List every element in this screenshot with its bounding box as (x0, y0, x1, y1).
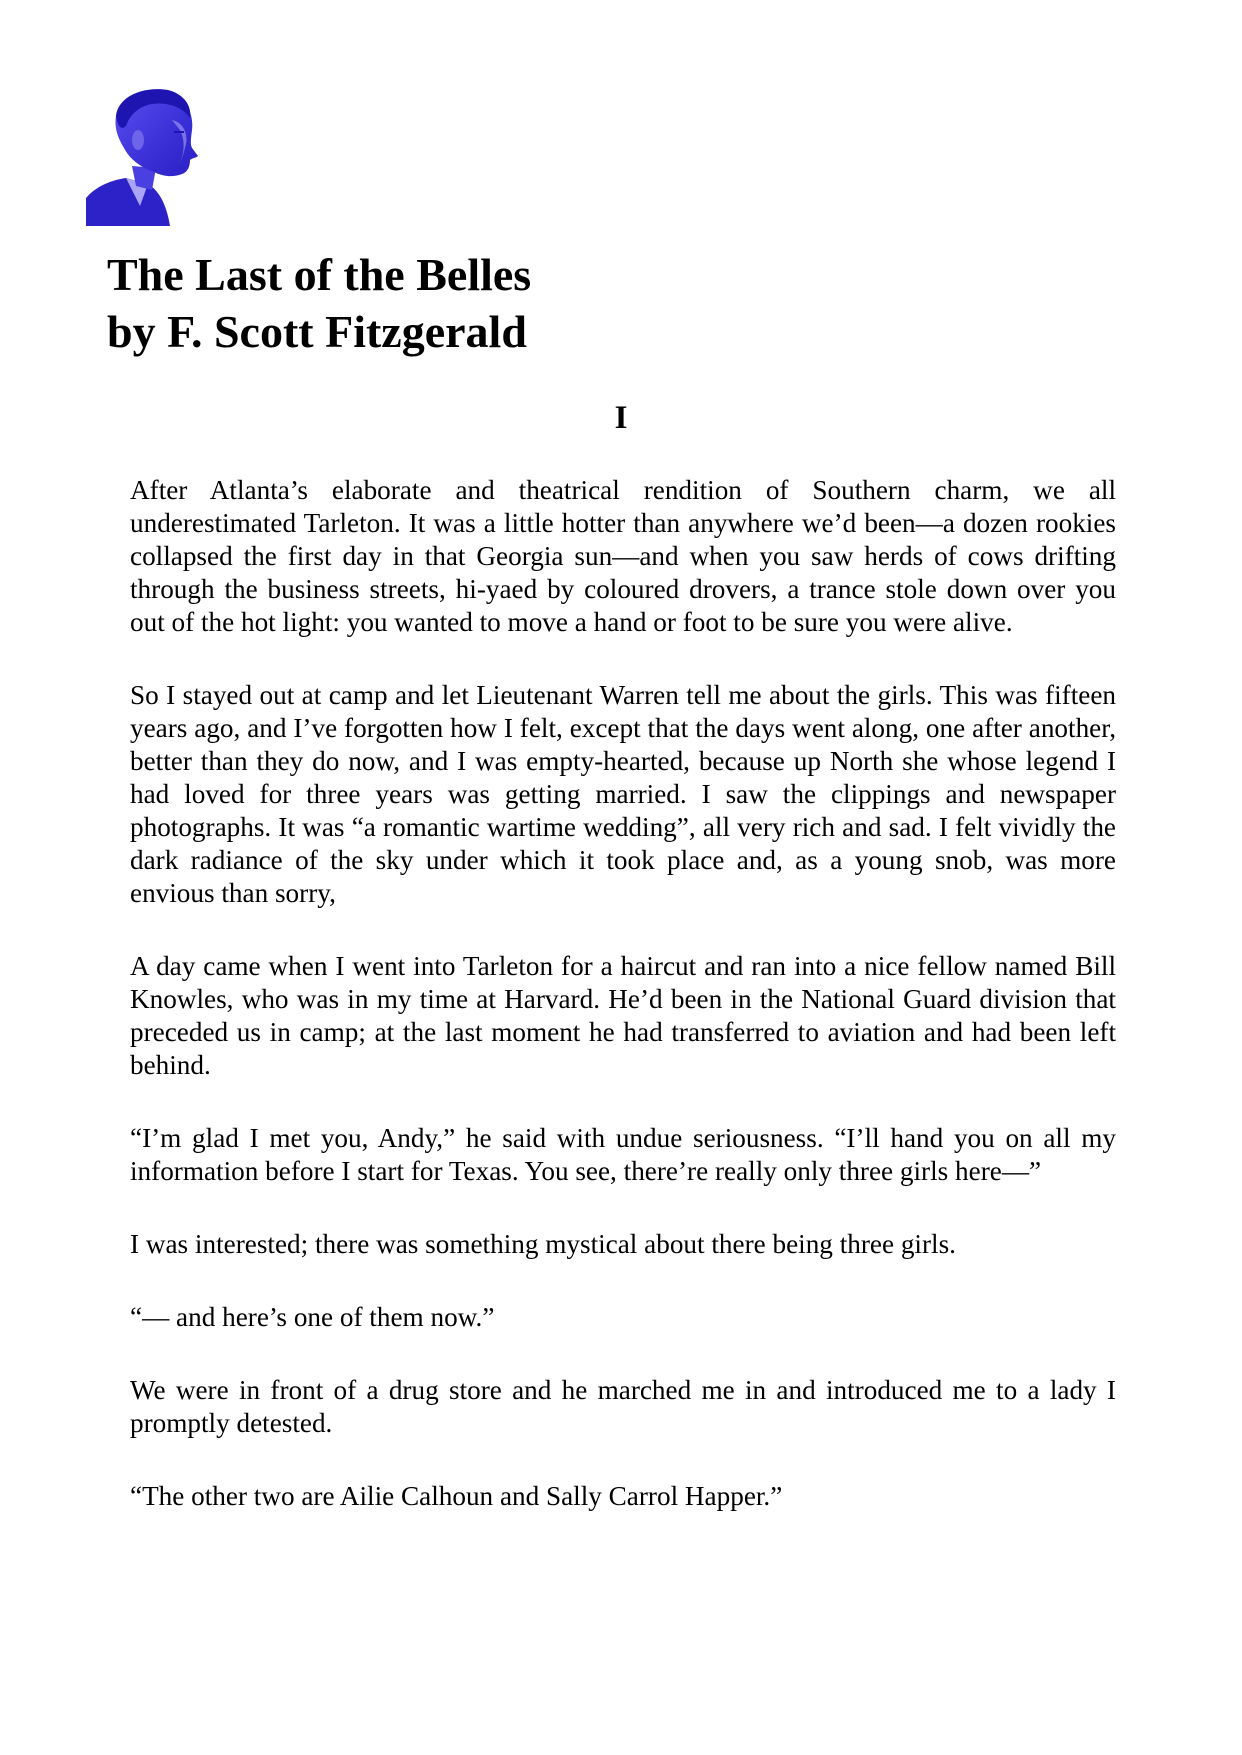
paragraph: So I stayed out at camp and let Lieutenant Warren tell me about the girls. This was fifteen years ago, and I’ve forgotten how I felt, except that the days went along, one after another, better than they do now, and I was empty-hearted, because up North she whose legend I had loved for three years was getting married. I saw the clippings and newspaper photographs. It was “a romantic wartime wedding”, all very rich and sad. I felt vividly the dark radiance of the sky under which it took place and, as a young snob, was more envious than sorry, (130, 680, 1116, 908)
paragraph: After Atlanta’s elaborate and theatrical rendition of Southern charm, we all underestimated Tarleton. It was a little hotter than anywhere we’d been—a dozen rookies collapsed the first day in that Georgia sun—and when you saw herds of cows drifting through the business streets, hi-yaed by coloured drovers, a trance stole down over you out of the hot light: you wanted to move a hand or foot to be sure you were alive. (130, 475, 1116, 637)
paragraph: A day came when I went into Tarleton for a haircut and ran into a nice fellow named Bill Knowles, who was in my time at Harvard. He’d been in the National Guard division that preceded us in camp; at the last moment he had transferred to aviation and had been left behind. (130, 951, 1116, 1080)
page-title (107, 246, 807, 360)
paragraph: “— and here’s one of them now.” (130, 1302, 495, 1332)
story-title: The Last of the Belles (107, 249, 532, 300)
section-numeral: I (614, 400, 628, 436)
paragraph: I was interested; there was something mystical about there being three girls. (130, 1229, 956, 1259)
author-portrait-icon (86, 86, 204, 226)
story-body (130, 474, 1116, 1553)
paragraph: We were in front of a drug store and he marched me in and introduced me to a lady I promptly detested. (130, 1375, 1116, 1438)
story-byline: by F. Scott Fitzgerald (107, 306, 527, 357)
paragraph: “I’m glad I met you, Andy,” he said with undue seriousness. “I’ll hand you on all my information before I start for Texas. You see, there’re really only three girls here—” (130, 1123, 1116, 1186)
paragraph: “The other two are Ailie Calhoun and Sally Carrol Happer.” (130, 1481, 783, 1511)
